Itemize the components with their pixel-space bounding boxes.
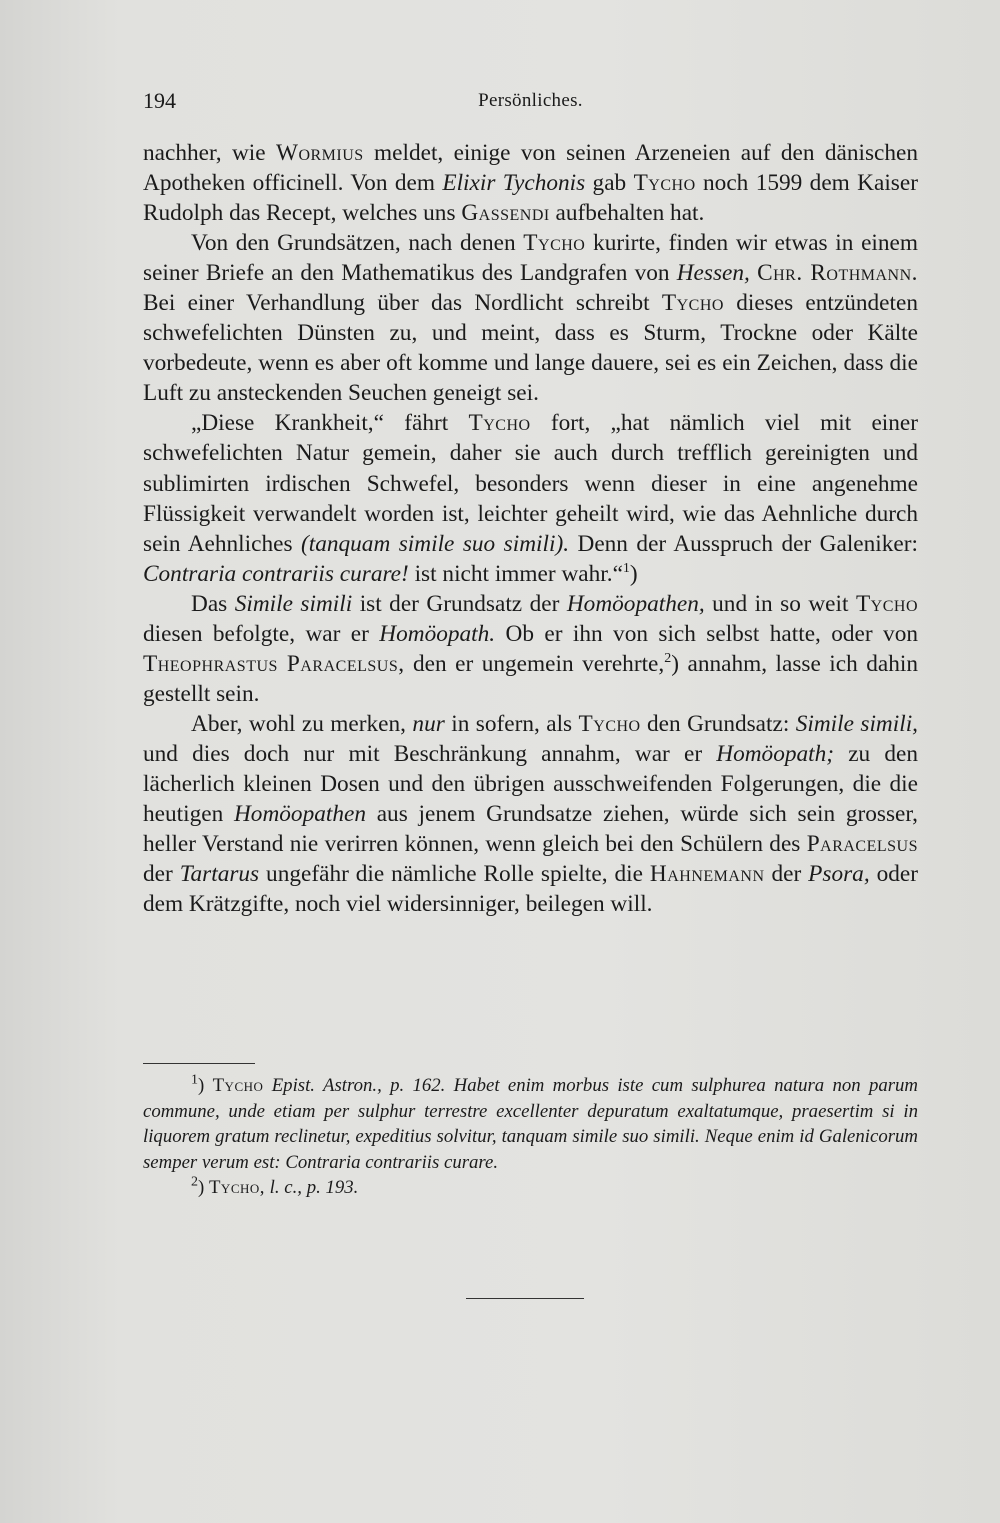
text-run: Ob er ihn von sich selbst hatte, oder von: [495, 620, 918, 647]
text-run: Denn der Ausspruch der Galeniker:: [569, 530, 918, 557]
text-run: fort, „hat nämlich viel mit einer schwefelichten Natur gemein, daher sie auch durch trefflich gereinigten und sublimirten irdischen Schwefel, besonders wenn dieser in eine angenehme Flüssigkeit verwandelt worden ist, leichter geheilt wird, wie das Aehnliche durch sein Aehnliches: [143, 410, 919, 557]
text-run: meldet, einige von seinen Arzeneien auf den dänischen Apotheken officinell. Von dem: [143, 140, 918, 197]
italic-term: Hessen,: [676, 260, 750, 287]
italic-term: Homöopathen: [233, 801, 366, 828]
paragraph-1: [143, 138, 918, 228]
italic-term: Elixir Tychonis: [442, 170, 586, 197]
author-name: Chr. Rothmann.: [757, 260, 918, 287]
author-name: Hahnemann: [649, 861, 765, 888]
italic-term: Homöopath;: [716, 740, 835, 767]
text-run: ): [198, 1075, 213, 1096]
italic-term: Tartarus: [179, 861, 260, 888]
footnote-divider: [143, 1063, 255, 1064]
italic-term: Homöopathen,: [566, 590, 705, 617]
italic-term: Psora,: [808, 861, 870, 888]
author-name: Wormius: [275, 140, 364, 166]
text-run: [263, 1075, 271, 1096]
footnote-2: [143, 1175, 918, 1201]
text-run: und in so weit: [704, 590, 856, 617]
author-name: Tycho: [661, 290, 724, 317]
text-run: kurirte, finden wir etwas in einem seiner Briefe an den Mathematikus des Landgrafen von: [143, 230, 918, 287]
text-run: der: [764, 861, 809, 888]
text-run: nachher, wie: [143, 140, 276, 166]
italic-term: (tanquam simile suo simili).: [300, 530, 570, 557]
italic-term: Simile simili: [234, 590, 353, 617]
footnote-reference: l. c., p. 193.: [269, 1177, 359, 1199]
author-name: Tycho: [855, 590, 919, 617]
text-run: und dies doch nur mit Beschränkung annahm, war er: [143, 740, 717, 767]
text-run: den Grundsatz:: [640, 710, 796, 737]
text-run: diesen befolgte, war er: [143, 620, 380, 647]
footnotes: [143, 1073, 918, 1201]
text-run: ist der Grundsatz der: [352, 590, 567, 617]
text-run: oder dem Krätzgifte, noch viel widersinniger, beilegen will.: [143, 861, 918, 918]
text-run: dieses entzündeten schwefelichten Dünsten zu, und meint, dass es Sturm, Trockne oder Kälte vorbedeute, wenn es aber oft komme und lange dauere, sei es ein Zeichen, dass die Luft zu ansteckenden Seuchen geneigt sei.: [143, 290, 918, 407]
footnote-marker[interactable]: 2: [664, 651, 672, 667]
author-name: Tycho,: [208, 1177, 265, 1199]
footnote-1: [143, 1073, 918, 1175]
footnote-marker[interactable]: 1: [622, 560, 630, 576]
italic-term: Simile simili,: [795, 710, 918, 737]
footnote-number: 1: [191, 1072, 198, 1088]
text-run: in sofern, als: [444, 710, 579, 737]
text-run: ungefähr die nämliche Rolle spielte, die: [259, 861, 650, 888]
running-head: Persönliches.: [478, 90, 583, 111]
italic-term: nur: [412, 710, 445, 737]
page-number: 194: [143, 88, 176, 113]
author-name: Tycho: [468, 410, 531, 437]
author-name: Tycho: [578, 710, 641, 737]
author-name: Tycho: [523, 230, 586, 257]
text-run: aufbehalten hat.: [549, 200, 705, 227]
text-run: ist nicht immer wahr.“: [408, 560, 623, 587]
text-run: ): [629, 560, 638, 587]
page-header: [143, 88, 918, 118]
text-run: Von den Grundsätzen, nach denen: [191, 230, 524, 257]
text-run: Das: [191, 590, 235, 617]
author-name: Theophrastus Paracelsus,: [143, 650, 405, 677]
author-name: Tycho: [633, 170, 696, 197]
text-run: [750, 260, 757, 286]
text-run: gab: [585, 170, 634, 197]
author-name: Paracelsus: [806, 831, 918, 858]
author-name: Gassendi: [461, 200, 550, 227]
footnote-number: 2: [191, 1175, 198, 1191]
section-end-rule: [466, 1298, 584, 1299]
text-run: ) annahm, lasse ich dahin gestellt sein.: [143, 650, 919, 707]
text-run: „Diese Krankheit,“ fährt: [191, 410, 469, 437]
text-run: noch 1599 dem Kaiser Rudolph das Recept, welches uns: [143, 170, 918, 227]
paragraph-3: [143, 408, 918, 588]
italic-term: Homöopath.: [379, 620, 496, 647]
body-text: [143, 138, 918, 919]
footnote-quote: Epist. Astron., p. 162. Habet enim morbus iste cum sulphurea natura non parum commune, unde etiam per sulphur terrestre excellenter depuratum exaltatumque, praesertim si in liquorem gratum reclinetur, expeditius solvitur, tanquam simile suo simili. Neque enim id Galenicorum semper verum est: Contraria contrariis curare.: [143, 1075, 918, 1173]
text-run: den er ungemein verehrte,: [404, 650, 665, 677]
text-run: ): [198, 1177, 209, 1199]
text-run: der: [143, 861, 180, 888]
author-name: Tycho: [212, 1075, 264, 1096]
text-run: aus jenem Grundsatze ziehen, würde sich sein grosser, heller Verstand nie verirren können, wenn gleich bei den Schülern des: [143, 801, 919, 858]
paragraph-5: [143, 709, 918, 919]
paragraph-2: [143, 228, 918, 408]
paragraph-4: [143, 589, 918, 709]
italic-term: Contraria contrariis curare!: [143, 560, 409, 587]
text-run: Aber, wohl zu merken,: [191, 710, 413, 737]
text-run: zu den lächerlich kleinen Dosen und den übrigen ausschweifenden Folgerungen, die die heutigen: [143, 740, 918, 828]
text-run: Bei einer Verhandlung über das Nordlicht schreibt: [143, 290, 662, 317]
